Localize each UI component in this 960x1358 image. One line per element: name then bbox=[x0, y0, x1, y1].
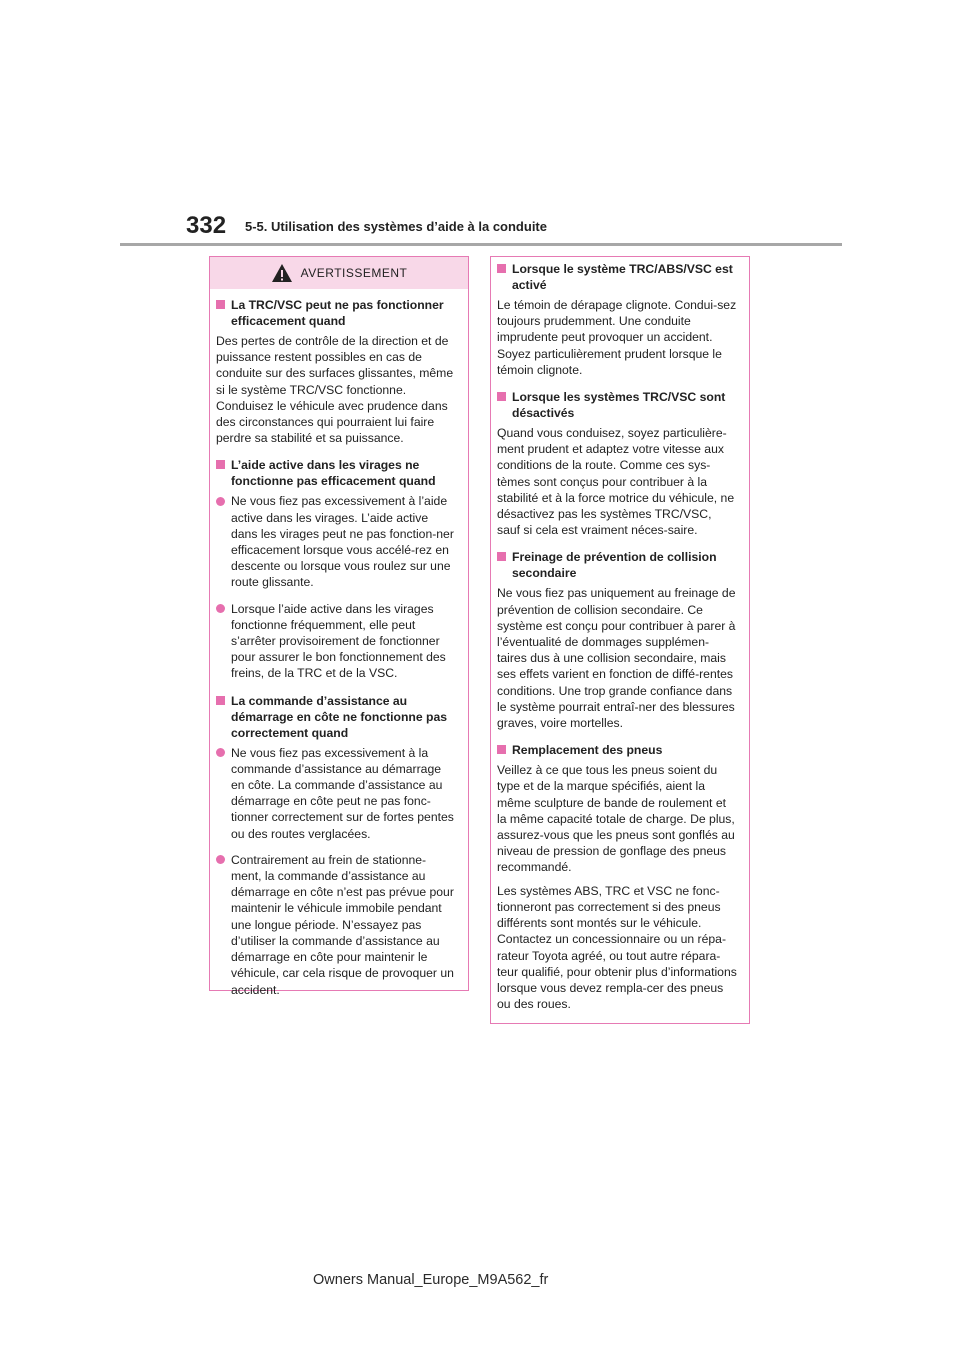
section-heading bbox=[497, 261, 737, 293]
square-bullet-icon bbox=[216, 696, 225, 705]
section bbox=[497, 742, 737, 1012]
section bbox=[497, 549, 737, 731]
section-paragraph: Veillez à ce que tous les pneus soient du type et de la marque spécifiés, aient la même sculpture de bande de roulement et la même capacité totale de charge. De plus, assurez-vous que les pneus sont gonflés au niveau de pression de gonflage des pneus recommandé. bbox=[497, 763, 735, 875]
warning-triangle-icon bbox=[271, 263, 293, 283]
section bbox=[497, 261, 737, 378]
section-heading-text: La TRC/VSC peut ne pas fonctionner efficacement quand bbox=[231, 298, 444, 328]
chapter-title: 5-5. Utilisation des systèmes d’aide à la conduite bbox=[245, 219, 547, 234]
section-heading bbox=[216, 297, 456, 329]
section-paragraph: Le témoin de dérapage clignote. Condui-sez toujours prudemment. Une conduite imprudente peut provoquer un accident. Soyez particulièrement prudent lorsque le témoin clignote. bbox=[497, 298, 737, 377]
square-bullet-icon bbox=[497, 264, 506, 273]
warning-box-right bbox=[490, 256, 750, 1024]
section-paragraph: Les systèmes ABS, TRC et VSC ne fonc-tionneront pas correctement si des pneus différents sont montés sur le véhicule. Contactez un concessionnaire ou un répa-rateur Toyota agréé, ou tout autre répara-teur qualifié, pour obtenir plus d’informations lorsque vous devez rempla-cer des pneus ou des roues. bbox=[497, 883, 737, 1012]
section-heading bbox=[497, 389, 737, 421]
section bbox=[216, 457, 456, 681]
circle-bullet-icon bbox=[216, 748, 225, 757]
square-bullet-icon bbox=[497, 552, 506, 561]
bullet-text: Ne vous fiez pas excessivement à l’aide active dans les virages. L’aide active dans les virages peut ne pas fonction-ner efficacement lorsque vous accélé-rez en descente ou lorsque vous roulez sur une route glissante. bbox=[231, 494, 454, 590]
section-heading bbox=[497, 742, 737, 758]
section bbox=[497, 389, 737, 538]
bullet-text: Lorsque l’aide active dans les virages fonctionne fréquemment, elle peut s’arrêter provisoirement de fonctionner pour assurer le bon fonctionnement des freins, de la TRC et de la VSC. bbox=[231, 601, 446, 681]
circle-bullet-icon bbox=[216, 497, 225, 506]
footer-text: Owners Manual_Europe_M9A562_fr bbox=[313, 1272, 549, 1288]
warning-header bbox=[210, 257, 468, 289]
page-number: 332 bbox=[186, 212, 227, 239]
square-bullet-icon bbox=[216, 460, 225, 469]
section-heading bbox=[216, 693, 456, 741]
bullet-item bbox=[216, 493, 456, 590]
section-heading-text: La commande d’assistance au démarrage en côte ne fonctionne pas correctement quand bbox=[231, 693, 448, 740]
section-heading-text: Lorsque le système TRC/ABS/VSC est activé bbox=[512, 262, 733, 292]
square-bullet-icon bbox=[497, 745, 506, 754]
bullet-text: Contrairement au frein de stationne-ment, la commande d’assistance au démarrage en côte n’est pas prévue pour maintenir le véhicule immobile pendant une longue période. N’essayez pas d’utiliser la commande d’assistance au démarrage en côte pour maintenir le véhicule, car cela risque de provoquer un accident. bbox=[231, 852, 454, 997]
section-heading-text: Freinage de prévention de collision secondaire bbox=[512, 550, 717, 581]
header-rule bbox=[120, 243, 842, 246]
warning-box-left bbox=[209, 256, 469, 997]
section-heading bbox=[216, 457, 456, 489]
section-paragraph: Des pertes de contrôle de la direction et de puissance restent possibles en cas de conduite sur des surfaces glissantes, même si le système TRC/VSC fonctionne. Conduisez le véhicule avec prudence dans des circonstances qui pourraient lui faire perdre sa stabilité et sa puissance. bbox=[216, 334, 454, 446]
section-heading bbox=[497, 549, 737, 581]
bullet-item bbox=[216, 601, 456, 682]
section-heading-text: Remplacement des pneus bbox=[512, 743, 663, 758]
section-heading-text: Lorsque les systèmes TRC/VSC sont désactivés bbox=[512, 390, 726, 421]
square-bullet-icon bbox=[216, 300, 225, 309]
section-paragraph: Ne vous fiez pas uniquement au freinage de prévention de collision secondaire. Ce système est conçu pour contribuer à parer à l’éventualité de dommages supplémen-taires dus à une collision secondaire, mais ses effets varient en fonction de diffé-rentes conditions. Une trop grande confiance dans le système pourrait entraî-ner des blessures graves, voire mortelles. bbox=[497, 586, 736, 731]
bullet-text: Ne vous fiez pas excessivement à la commande d’assistance au démarrage en côte. La commande d’assistance au démarrage en côte peut ne pas fonc-tionner correctement sur de fortes pentes ou des routes verglacées. bbox=[231, 745, 454, 841]
square-bullet-icon bbox=[497, 392, 506, 401]
circle-bullet-icon bbox=[216, 855, 225, 864]
bullet-item bbox=[216, 745, 456, 842]
warning-label: AVERTISSEMENT bbox=[300, 266, 408, 280]
section-paragraph: Quand vous conduisez, soyez particulière-ment prudent et adaptez votre vitesse aux conditions de la route. Comme ces sys-tèmes sont conçus pour contribuer à la stabilité et à la force motrice du véhicule, ne désactivez pas les systèmes TRC/VSC, sauf si cela est vraiment néces-saire. bbox=[497, 426, 735, 538]
section bbox=[216, 693, 456, 998]
section bbox=[216, 297, 456, 446]
right-column-content bbox=[497, 261, 737, 1012]
section-heading-text: L’aide active dans les virages ne fonctionne pas efficacement quand bbox=[231, 458, 436, 489]
circle-bullet-icon bbox=[216, 604, 225, 613]
bullet-item bbox=[216, 852, 456, 998]
left-column-content bbox=[216, 297, 456, 998]
